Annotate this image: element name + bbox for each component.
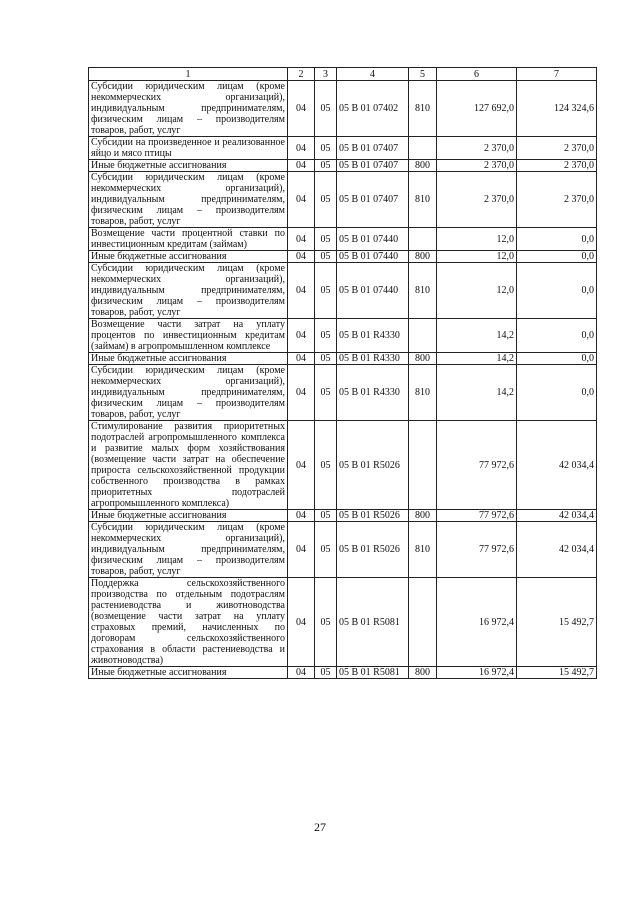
amount-actual-cell: 2 370,0: [517, 137, 597, 160]
amount-actual-cell: 0,0: [517, 228, 597, 251]
budget-table: [88, 67, 597, 679]
header-cell: 6: [437, 68, 517, 81]
amount-planned-cell: 16 972,4: [437, 667, 517, 679]
section-cell: 04: [288, 228, 315, 251]
header-cell: 3: [315, 68, 337, 81]
header-cell: 1: [89, 68, 288, 81]
section-cell: 04: [288, 172, 315, 228]
amount-planned-cell: 14,2: [437, 319, 517, 353]
amount-actual-cell: 42 034,4: [517, 522, 597, 578]
table-row: [89, 160, 597, 172]
target-article-cell: 05 В 01 R5081: [337, 667, 409, 679]
subsection-cell: 05: [315, 667, 337, 679]
row-name-cell: Поддержка сельскохозяйственного производства по отдельным подотраслям растениеводства и животноводства (возмещение части затрат на уплату страховых премий, начисленных по договорам сельскохозяйственного страхования в области растениеводства и животноводства): [89, 578, 288, 667]
amount-planned-cell: 12,0: [437, 263, 517, 319]
target-article-cell: 05 В 01 R5026: [337, 510, 409, 522]
section-cell: 04: [288, 160, 315, 172]
header-cell: 5: [409, 68, 437, 81]
subsection-cell: 05: [315, 81, 337, 137]
target-article-cell: 05 В 01 07402: [337, 81, 409, 137]
row-name-cell: Субсидии юридическим лицам (кроме некоммерческих организаций), индивидуальным предпринимателям, физическим лицам – производителям товаров, работ, услуг: [89, 81, 288, 137]
subsection-cell: 05: [315, 263, 337, 319]
subsection-cell: 05: [315, 251, 337, 263]
amount-actual-cell: 42 034,4: [517, 510, 597, 522]
subsection-cell: 05: [315, 137, 337, 160]
expense-type-cell: 810: [409, 172, 437, 228]
expense-type-cell: [409, 578, 437, 667]
expense-type-cell: 800: [409, 251, 437, 263]
subsection-cell: 05: [315, 522, 337, 578]
row-name-cell: Субсидии юридическим лицам (кроме некоммерческих организаций), индивидуальным предпринимателям, физическим лицам – производителям товаров, работ, услуг: [89, 172, 288, 228]
subsection-cell: 05: [315, 228, 337, 251]
table-row: [89, 667, 597, 679]
table-row: [89, 522, 597, 578]
subsection-cell: 05: [315, 365, 337, 421]
subsection-cell: 05: [315, 421, 337, 510]
section-cell: 04: [288, 263, 315, 319]
target-article-cell: 05 В 01 R4330: [337, 319, 409, 353]
expense-type-cell: 800: [409, 667, 437, 679]
expense-type-cell: 810: [409, 522, 437, 578]
header-cell: 7: [517, 68, 597, 81]
table-row: [89, 365, 597, 421]
row-name-cell: Субсидии юридическим лицам (кроме некоммерческих организаций), индивидуальным предпринимателям, физическим лицам – производителям товаров, работ, услуг: [89, 522, 288, 578]
page-number: 27: [314, 820, 326, 834]
amount-planned-cell: 16 972,4: [437, 578, 517, 667]
amount-planned-cell: 2 370,0: [437, 160, 517, 172]
amount-planned-cell: 12,0: [437, 228, 517, 251]
amount-planned-cell: 77 972,6: [437, 522, 517, 578]
target-article-cell: 05 В 01 R4330: [337, 365, 409, 421]
amount-actual-cell: 0,0: [517, 251, 597, 263]
table-row: [89, 421, 597, 510]
target-article-cell: 05 В 01 07407: [337, 172, 409, 228]
table-row: [89, 81, 597, 137]
amount-actual-cell: 15 492,7: [517, 667, 597, 679]
row-name-cell: Субсидии юридическим лицам (кроме некоммерческих организаций), индивидуальным предпринимателям, физическим лицам – производителям товаров, работ, услуг: [89, 365, 288, 421]
target-article-cell: 05 В 01 R5081: [337, 578, 409, 667]
amount-actual-cell: 15 492,7: [517, 578, 597, 667]
header-cell: 2: [288, 68, 315, 81]
table-row: [89, 263, 597, 319]
section-cell: 04: [288, 421, 315, 510]
row-name-cell: Субсидии на произведенное и реализованное яйцо и мясо птицы: [89, 137, 288, 160]
table-row: [89, 353, 597, 365]
target-article-cell: 05 В 01 07440: [337, 228, 409, 251]
section-cell: 04: [288, 353, 315, 365]
amount-actual-cell: 2 370,0: [517, 160, 597, 172]
row-name-cell: Иные бюджетные ассигнования: [89, 667, 288, 679]
row-name-cell: Возмещение части затрат на уплату процентов по инвестиционным кредитам (займам) в агропромышленном комплексе: [89, 319, 288, 353]
amount-actual-cell: 0,0: [517, 263, 597, 319]
target-article-cell: 05 В 01 R5026: [337, 522, 409, 578]
table-row: [89, 578, 597, 667]
subsection-cell: 05: [315, 319, 337, 353]
row-name-cell: Иные бюджетные ассигнования: [89, 160, 288, 172]
amount-actual-cell: 2 370,0: [517, 172, 597, 228]
row-name-cell: Возмещение части процентной ставки по инвестиционным кредитам (займам): [89, 228, 288, 251]
subsection-cell: 05: [315, 353, 337, 365]
subsection-cell: 05: [315, 578, 337, 667]
row-name-cell: Субсидии юридическим лицам (кроме некоммерческих организаций), индивидуальным предпринимателям, физическим лицам – производителям товаров, работ, услуг: [89, 263, 288, 319]
amount-actual-cell: 0,0: [517, 319, 597, 353]
amount-planned-cell: 127 692,0: [437, 81, 517, 137]
section-cell: 04: [288, 522, 315, 578]
expense-type-cell: 810: [409, 263, 437, 319]
target-article-cell: 05 В 01 07407: [337, 137, 409, 160]
table-row: [89, 137, 597, 160]
section-cell: 04: [288, 137, 315, 160]
amount-planned-cell: 77 972,6: [437, 510, 517, 522]
target-article-cell: 05 В 01 07440: [337, 251, 409, 263]
table-row: [89, 510, 597, 522]
amount-planned-cell: 14,2: [437, 353, 517, 365]
amount-actual-cell: 124 324,6: [517, 81, 597, 137]
target-article-cell: 05 В 01 R4330: [337, 353, 409, 365]
amount-planned-cell: 14,2: [437, 365, 517, 421]
subsection-cell: 05: [315, 172, 337, 228]
row-name-cell: Иные бюджетные ассигнования: [89, 251, 288, 263]
expense-type-cell: 800: [409, 160, 437, 172]
subsection-cell: 05: [315, 160, 337, 172]
row-name-cell: Стимулирование развития приоритетных подотраслей агропромышленного комплекса и развитие малых форм хозяйствования (возмещение части затрат на обеспечение прироста сельскохозяйственной продукции собственного производства в рамках приоритетных подотраслей агропромышленного комплекса): [89, 421, 288, 510]
amount-actual-cell: 0,0: [517, 365, 597, 421]
section-cell: 04: [288, 578, 315, 667]
row-name-cell: Иные бюджетные ассигнования: [89, 510, 288, 522]
table-row: [89, 251, 597, 263]
expense-type-cell: [409, 319, 437, 353]
header-cell: 4: [337, 68, 409, 81]
amount-actual-cell: 0,0: [517, 353, 597, 365]
section-cell: 04: [288, 251, 315, 263]
section-cell: 04: [288, 319, 315, 353]
amount-planned-cell: 2 370,0: [437, 172, 517, 228]
table-row: [89, 172, 597, 228]
amount-planned-cell: 12,0: [437, 251, 517, 263]
amount-planned-cell: 77 972,6: [437, 421, 517, 510]
amount-actual-cell: 42 034,4: [517, 421, 597, 510]
table-row: [89, 228, 597, 251]
section-cell: 04: [288, 365, 315, 421]
table-header-row: [89, 68, 597, 81]
expense-type-cell: 800: [409, 510, 437, 522]
table-row: [89, 319, 597, 353]
expense-type-cell: 810: [409, 81, 437, 137]
target-article-cell: 05 В 01 07440: [337, 263, 409, 319]
target-article-cell: 05 В 01 R5026: [337, 421, 409, 510]
expense-type-cell: [409, 137, 437, 160]
amount-planned-cell: 2 370,0: [437, 137, 517, 160]
expense-type-cell: 800: [409, 353, 437, 365]
expense-type-cell: 810: [409, 365, 437, 421]
expense-type-cell: [409, 228, 437, 251]
section-cell: 04: [288, 510, 315, 522]
row-name-cell: Иные бюджетные ассигнования: [89, 353, 288, 365]
expense-type-cell: [409, 421, 437, 510]
section-cell: 04: [288, 81, 315, 137]
section-cell: 04: [288, 667, 315, 679]
subsection-cell: 05: [315, 510, 337, 522]
target-article-cell: 05 В 01 07407: [337, 160, 409, 172]
